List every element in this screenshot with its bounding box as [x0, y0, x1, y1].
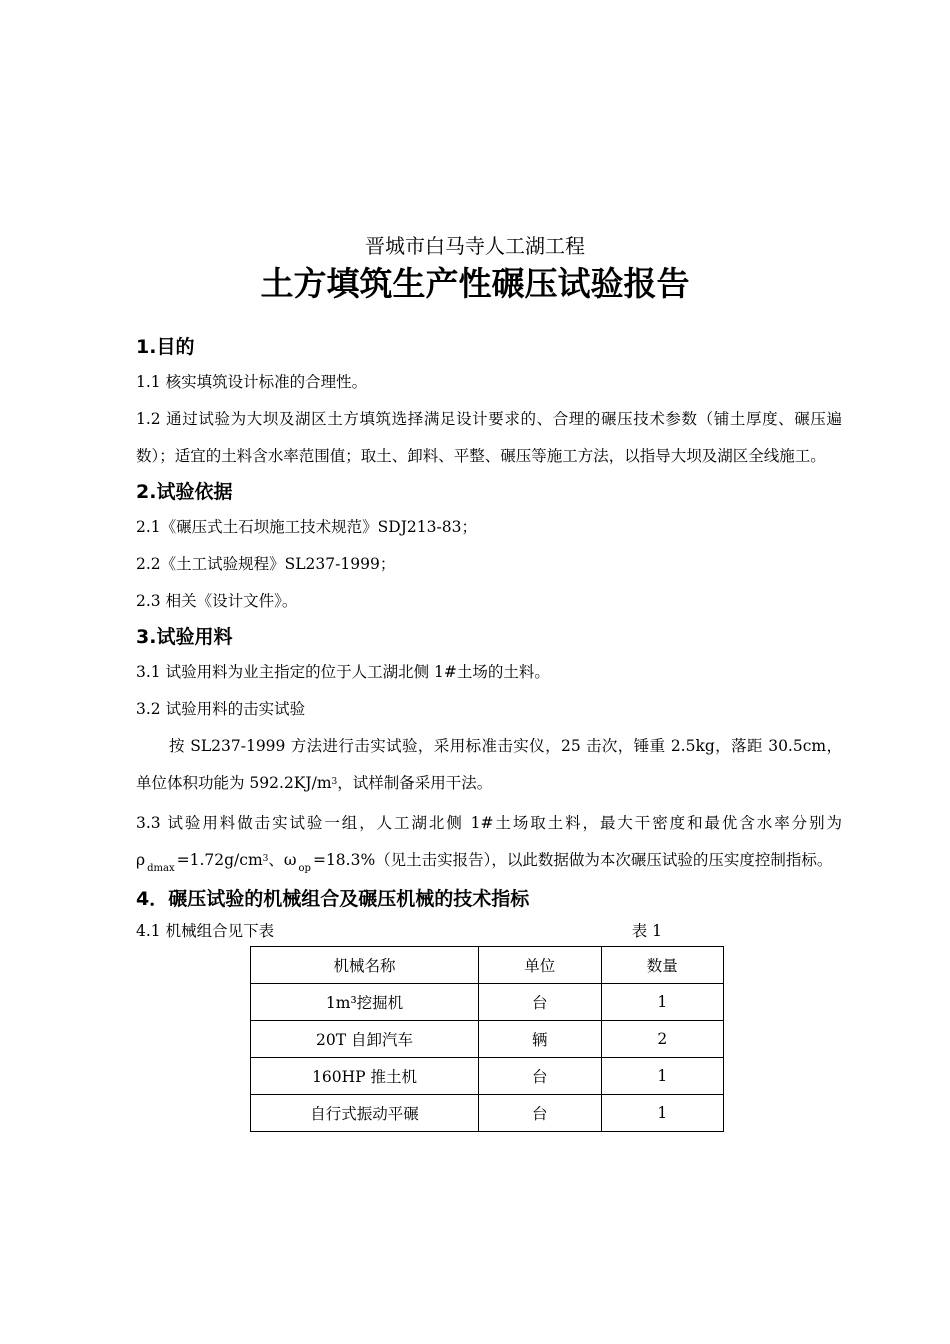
paragraph-compaction-method: [136, 728, 842, 805]
compaction-method-text: 按 SL237-1999 方法进行击实试验，采用标准击实仪，25 击次，锤重 2.5kg，落距 30.5cm，单位体积功能为 592.2KJ/m: [136, 737, 842, 792]
density-unit-superscript: 3: [262, 854, 269, 864]
paragraph-3-1: 3.1 试验用料为业主指定的位于人工湖北侧 1#土场的土料。: [136, 663, 550, 681]
cell-unit: 台: [479, 1095, 601, 1132]
cell-quantity: 2: [601, 1021, 723, 1058]
header-name: 机械名称: [251, 947, 479, 984]
cell-unit: 辆: [479, 1021, 601, 1058]
cell-name: 1m³挖掘机: [251, 984, 479, 1021]
section-2-heading: 2.试验依据: [136, 481, 233, 503]
cell-quantity: 1: [601, 1095, 723, 1132]
table-row: [251, 984, 724, 1021]
moisture-text-c: 、ω: [268, 851, 297, 869]
header-unit: 单位: [479, 947, 601, 984]
table-number: 表 1: [631, 922, 662, 940]
project-name: 晋城市白马寺人工湖工程: [365, 234, 585, 258]
density-text-a: 3.3 试验用料做击实试验一组，人工湖北侧 1#土场取土料，最大干密度和最优含水率分别为 ρ: [136, 814, 842, 869]
unit-superscript: 3: [331, 777, 338, 787]
report-body: [136, 330, 842, 1132]
cell-unit: 台: [479, 984, 601, 1021]
cell-quantity: 1: [601, 984, 723, 1021]
section-1-heading: 1.目的: [136, 336, 195, 358]
table-caption-row: [136, 916, 662, 946]
paragraph-3-3: [136, 805, 842, 882]
table-caption: 4.1 机械组合见下表: [136, 922, 275, 940]
cell-name: 自行式振动平碾: [251, 1095, 479, 1132]
compaction-method-tail: ，试样制备采用干法。: [337, 774, 493, 792]
moisture-text-d: =18.3%（见土击实报告），以此数据做为本次碾压试验的压实度控制指标。: [312, 851, 833, 869]
paragraph-1-1: 1.1 核实填筑设计标准的合理性。: [136, 373, 368, 391]
section-4-heading: 4．碾压试验的机械组合及碾压机械的技术指标: [136, 888, 530, 910]
cell-name: 160HP 推土机: [251, 1058, 479, 1095]
table-row: [251, 1095, 724, 1132]
cell-quantity: 1: [601, 1058, 723, 1095]
report-title: 土方填筑生产性碾压试验报告: [260, 264, 690, 303]
paragraph-2-1: 2.1《碾压式土石坝施工技术规范》SDJ213-83；: [136, 518, 477, 536]
table-row: [251, 1058, 724, 1095]
paragraph-2-3: 2.3 相关《设计文件》。: [136, 592, 298, 610]
paragraph-2-2: 2.2《土工试验规程》SL237-1999；: [136, 555, 396, 573]
density-subscript: dmax: [147, 863, 175, 874]
paragraph-1-2: 1.2 通过试验为大坝及湖区土方填筑选择满足设计要求的、合理的碾压技术参数（铺土厚度、碾压遍数）；适宜的土料含水率范围值；取土、卸料、平整、碾压等施工方法，以指导大坝及湖区全线施工。: [136, 410, 842, 465]
machinery-table: [250, 946, 724, 1132]
moisture-subscript: op: [298, 863, 311, 874]
header-quantity: 数量: [601, 947, 723, 984]
cell-unit: 台: [479, 1058, 601, 1095]
table-header-row: [251, 947, 724, 984]
table-row: [251, 1021, 724, 1058]
density-text-b: =1.72g/cm: [176, 851, 263, 869]
section-3-heading: 3.试验用料: [136, 626, 233, 648]
paragraph-3-2: 3.2 试验用料的击实试验: [136, 700, 306, 718]
cell-name: 20T 自卸汽车: [251, 1021, 479, 1058]
